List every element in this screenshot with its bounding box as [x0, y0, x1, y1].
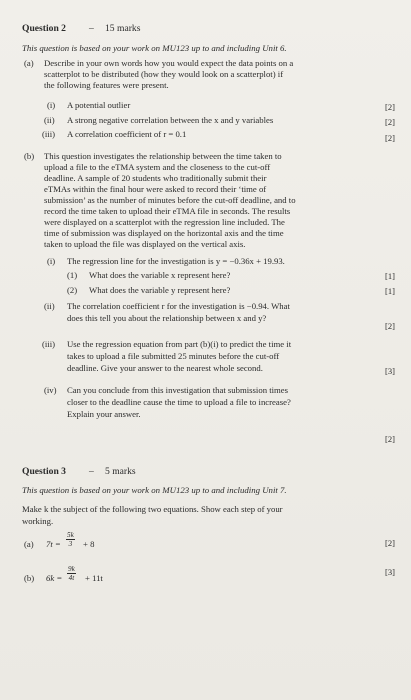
q3a-rest: + 8: [83, 539, 95, 549]
q3-instr-line-1: Make k the subject of the following two equations. Show each step of your: [22, 504, 283, 514]
q2b-iii-line-2: takes to upload a file submitted 25 minutes before the cut-off: [67, 351, 280, 361]
q2b-iv-line-1: Can you conclude from this investigation that submission times: [67, 385, 289, 395]
q3a-denominator: 3: [68, 540, 73, 548]
q2a-i-label: (i): [47, 100, 56, 110]
q2a-label: (a): [24, 58, 34, 68]
q2b-iv-mark: [2]: [385, 434, 395, 444]
q2b-i-label: (i): [47, 256, 56, 266]
q2b-iii-label: (iii): [42, 339, 56, 349]
q3b-rest: + 11t: [85, 573, 103, 583]
q2b-line-4: eTMAs within the final hour were asked to record their ‘time of: [44, 184, 267, 194]
q2a-i-text: A potential outlier: [67, 100, 131, 110]
q3b-fraction: [67, 565, 76, 582]
q2a-line-1: Describe in your own words how you would expect the data points on a: [44, 58, 294, 68]
q3b-mark: [3]: [385, 567, 395, 577]
q2b-line-9: taken to upload the file was displayed on the vertical axis.: [44, 239, 246, 249]
q2b-ii-line-1: The correlation coefficient r for the investigation is −0.94. What: [67, 301, 290, 311]
q2-intro: This question is based on your work on MU123 up to and including Unit 6.: [22, 43, 287, 53]
q2a-iii-text: A correlation coefficient of r = 0.1: [67, 129, 187, 139]
q3b-label: (b): [24, 573, 35, 583]
q2b-label: (b): [24, 151, 35, 161]
q2a-ii-mark: [2]: [385, 117, 395, 127]
q2a-line-2: scatterplot to be distributed (how they would look on a scatterplot) if: [44, 69, 284, 79]
q2-marks: 15 marks: [105, 23, 141, 34]
q2b-i-2-label: (2): [67, 285, 78, 295]
q2b-iii-line-1: Use the regression equation from part (b)(i) to predict the time it: [67, 339, 292, 349]
q2b-i-1-text: What does the variable x represent here?: [89, 270, 231, 280]
q3-marks: 5 marks: [105, 466, 136, 477]
q2b-iv-label: (iv): [44, 385, 57, 395]
q3a-mark: [2]: [385, 538, 395, 548]
q2b-iii-line-3: deadline. Give your answer to the nearest whole second.: [67, 363, 263, 373]
q3b-lhs: 6k =: [46, 573, 63, 583]
q3b-denominator: 4t: [68, 574, 75, 582]
q3-intro: This question is based on your work on MU123 up to and including Unit 7.: [22, 485, 287, 495]
q2a-i-mark: [2]: [385, 102, 395, 112]
q2a-line-3: the following features were present.: [44, 80, 169, 90]
q2a-ii-label: (ii): [44, 115, 55, 125]
q2b-line-6: record the time taken to upload their eTMA file in seconds. The results: [44, 206, 291, 216]
q2b-i-1-label: (1): [67, 270, 78, 280]
q2a-iii-mark: [2]: [385, 133, 395, 143]
q3a-numerator: 5k: [67, 531, 74, 539]
q3a-lhs: 7t =: [46, 539, 61, 549]
q2b-line-3: deadline. A sample of 20 students who traditionally submit their: [44, 173, 267, 183]
q2b-line-1: This question investigates the relationship between the time taken to: [44, 151, 282, 161]
q2b-ii-label: (ii): [44, 301, 55, 311]
q2b-iii-mark: [3]: [385, 366, 395, 376]
q2b-i-2-mark: [1]: [385, 286, 395, 296]
q2-dash: –: [89, 23, 94, 34]
q2b-ii-line-2: does this tell you about the relationship between x and y?: [67, 313, 267, 323]
q2a-iii-label: (iii): [42, 129, 56, 139]
q3b-numerator: 9k: [68, 565, 75, 573]
q2b-iv-line-3: Explain your answer.: [67, 409, 141, 419]
q3-heading: Question 3: [22, 466, 66, 477]
q3-dash: –: [89, 466, 94, 477]
q3a-fraction: [66, 531, 75, 548]
q2b-line-2: upload a file to the eTMA system and the closeness to the cut-off: [44, 162, 271, 172]
q2b-ii-mark: [2]: [385, 321, 395, 331]
q2a-ii-text: A strong negative correlation between the x and y variables: [67, 115, 274, 125]
q2-heading: Question 2: [22, 23, 66, 34]
q3a-label: (a): [24, 539, 34, 549]
q2b-iv-line-2: closer to the deadline cause the time to upload a file to increase?: [67, 397, 291, 407]
q2b-line-8: time of submission was displayed on the horizontal axis and the time: [44, 228, 284, 238]
q2b-i-text: The regression line for the investigation is y = −0.36x + 19.93.: [67, 256, 285, 266]
q2b-i-1-mark: [1]: [385, 271, 395, 281]
q3-instr-line-2: working.: [22, 516, 54, 526]
q2b-line-7: were displayed on a scatterplot with the regression line included. The: [44, 217, 285, 227]
q2b-line-5: submission’ as the number of minutes before the cut-off deadline, and to: [44, 195, 296, 205]
q2b-i-2-text: What does the variable y represent here?: [89, 285, 231, 295]
